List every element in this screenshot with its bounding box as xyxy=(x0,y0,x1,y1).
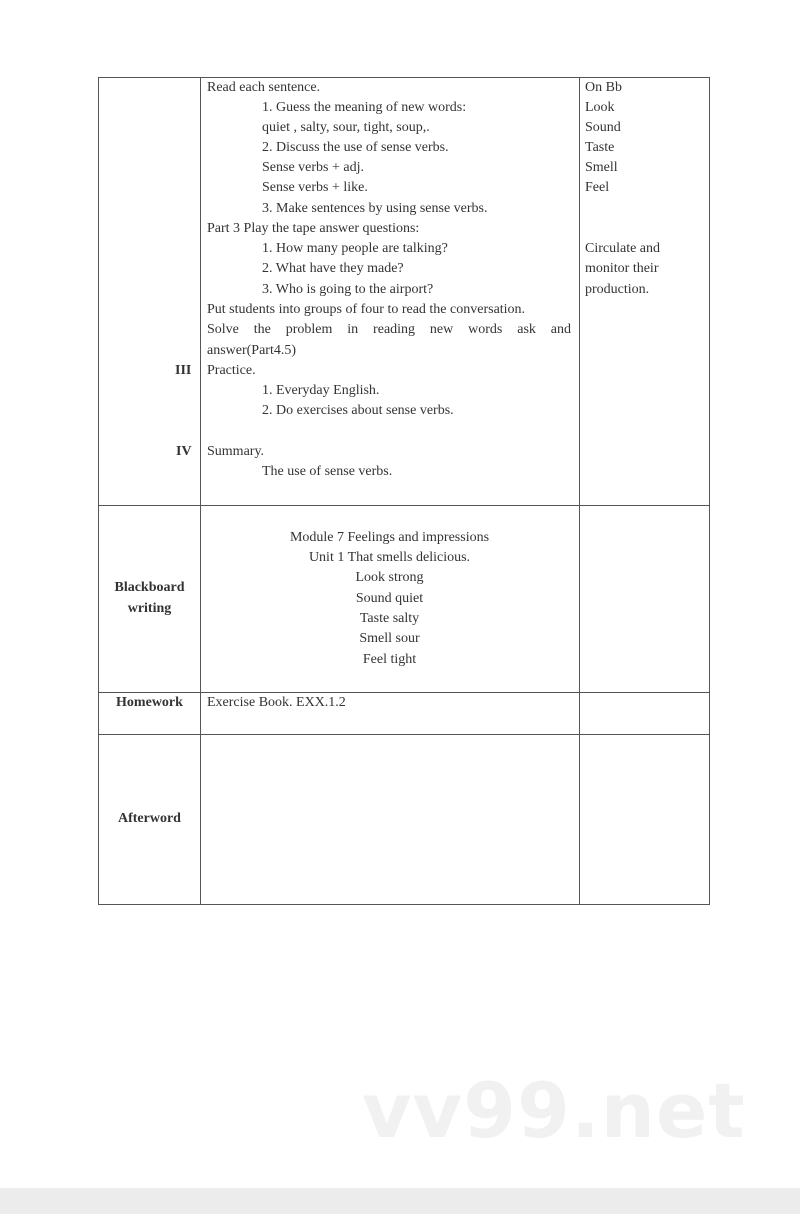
note-line: Sound xyxy=(585,120,621,135)
content-line: Sense verbs + like. xyxy=(262,180,368,195)
table-border-left xyxy=(98,77,99,905)
row-divider xyxy=(98,734,710,735)
column-divider xyxy=(200,77,201,905)
note-line: On Bb xyxy=(585,80,622,95)
watermark: vv99.net xyxy=(362,1066,746,1155)
content-line: 2. Do exercises about sense verbs. xyxy=(262,403,454,418)
note-line: Taste xyxy=(585,140,615,155)
content-line: Summary. xyxy=(207,444,265,459)
blackboard-line: Look strong xyxy=(355,570,424,585)
row-divider xyxy=(98,505,710,506)
content-line: 2. What have they made? xyxy=(262,261,404,276)
note-line: Look xyxy=(585,100,615,115)
content-line: 1. Everyday English. xyxy=(262,383,380,398)
blackboard-line: Sound quiet xyxy=(355,591,424,606)
blackboard-label-line2: writing xyxy=(127,601,172,616)
blackboard-line: Feel tight xyxy=(362,652,417,667)
homework-content: Exercise Book. EXX.1.2 xyxy=(207,695,346,710)
content-line: Solve the problem in reading new words ask and xyxy=(207,322,571,337)
blackboard-line: Module 7 Feelings and impressions xyxy=(289,530,490,545)
table-border-bottom xyxy=(98,904,710,905)
content-line: Sense verbs + adj. xyxy=(262,160,364,175)
content-line: Practice. xyxy=(207,363,256,378)
blackboard-line: Unit 1 That smells delicious. xyxy=(308,550,471,565)
note-line: monitor their xyxy=(585,261,659,276)
stage-label-iv: IV xyxy=(176,444,192,459)
stage-label-iii: III xyxy=(175,363,192,378)
content-line: answer(Part4.5) xyxy=(207,343,297,358)
content-line: Part 3 Play the tape answer questions: xyxy=(207,221,420,236)
content-line: 1. Guess the meaning of new words: xyxy=(262,100,467,115)
content-line: The use of sense verbs. xyxy=(262,464,393,479)
homework-label: Homework xyxy=(116,695,183,710)
content-line: Read each sentence. xyxy=(207,80,321,95)
content-line: 1. How many people are talking? xyxy=(262,241,448,256)
afterword-label: Afterword xyxy=(118,811,181,826)
note-line: Smell xyxy=(585,160,618,175)
content-line: 3. Make sentences by using sense verbs. xyxy=(262,201,488,216)
note-line: Circulate and xyxy=(585,241,661,256)
blackboard-line: Smell sour xyxy=(359,631,420,646)
content-line: quiet , salty, sour, tight, soup,. xyxy=(262,120,430,135)
table-border-right xyxy=(709,77,710,905)
note-line: Feel xyxy=(585,180,610,195)
content-line: 3. Who is going to the airport? xyxy=(262,282,434,297)
note-line: production. xyxy=(585,282,650,297)
content-line: Put students into groups of four to read the conversation. xyxy=(207,302,526,317)
blackboard-label-line1: Blackboard xyxy=(114,580,185,595)
blackboard-line: Taste salty xyxy=(359,611,420,626)
page-bottom-strip xyxy=(0,1188,800,1214)
content-line: 2. Discuss the use of sense verbs. xyxy=(262,140,449,155)
column-divider xyxy=(579,77,580,905)
